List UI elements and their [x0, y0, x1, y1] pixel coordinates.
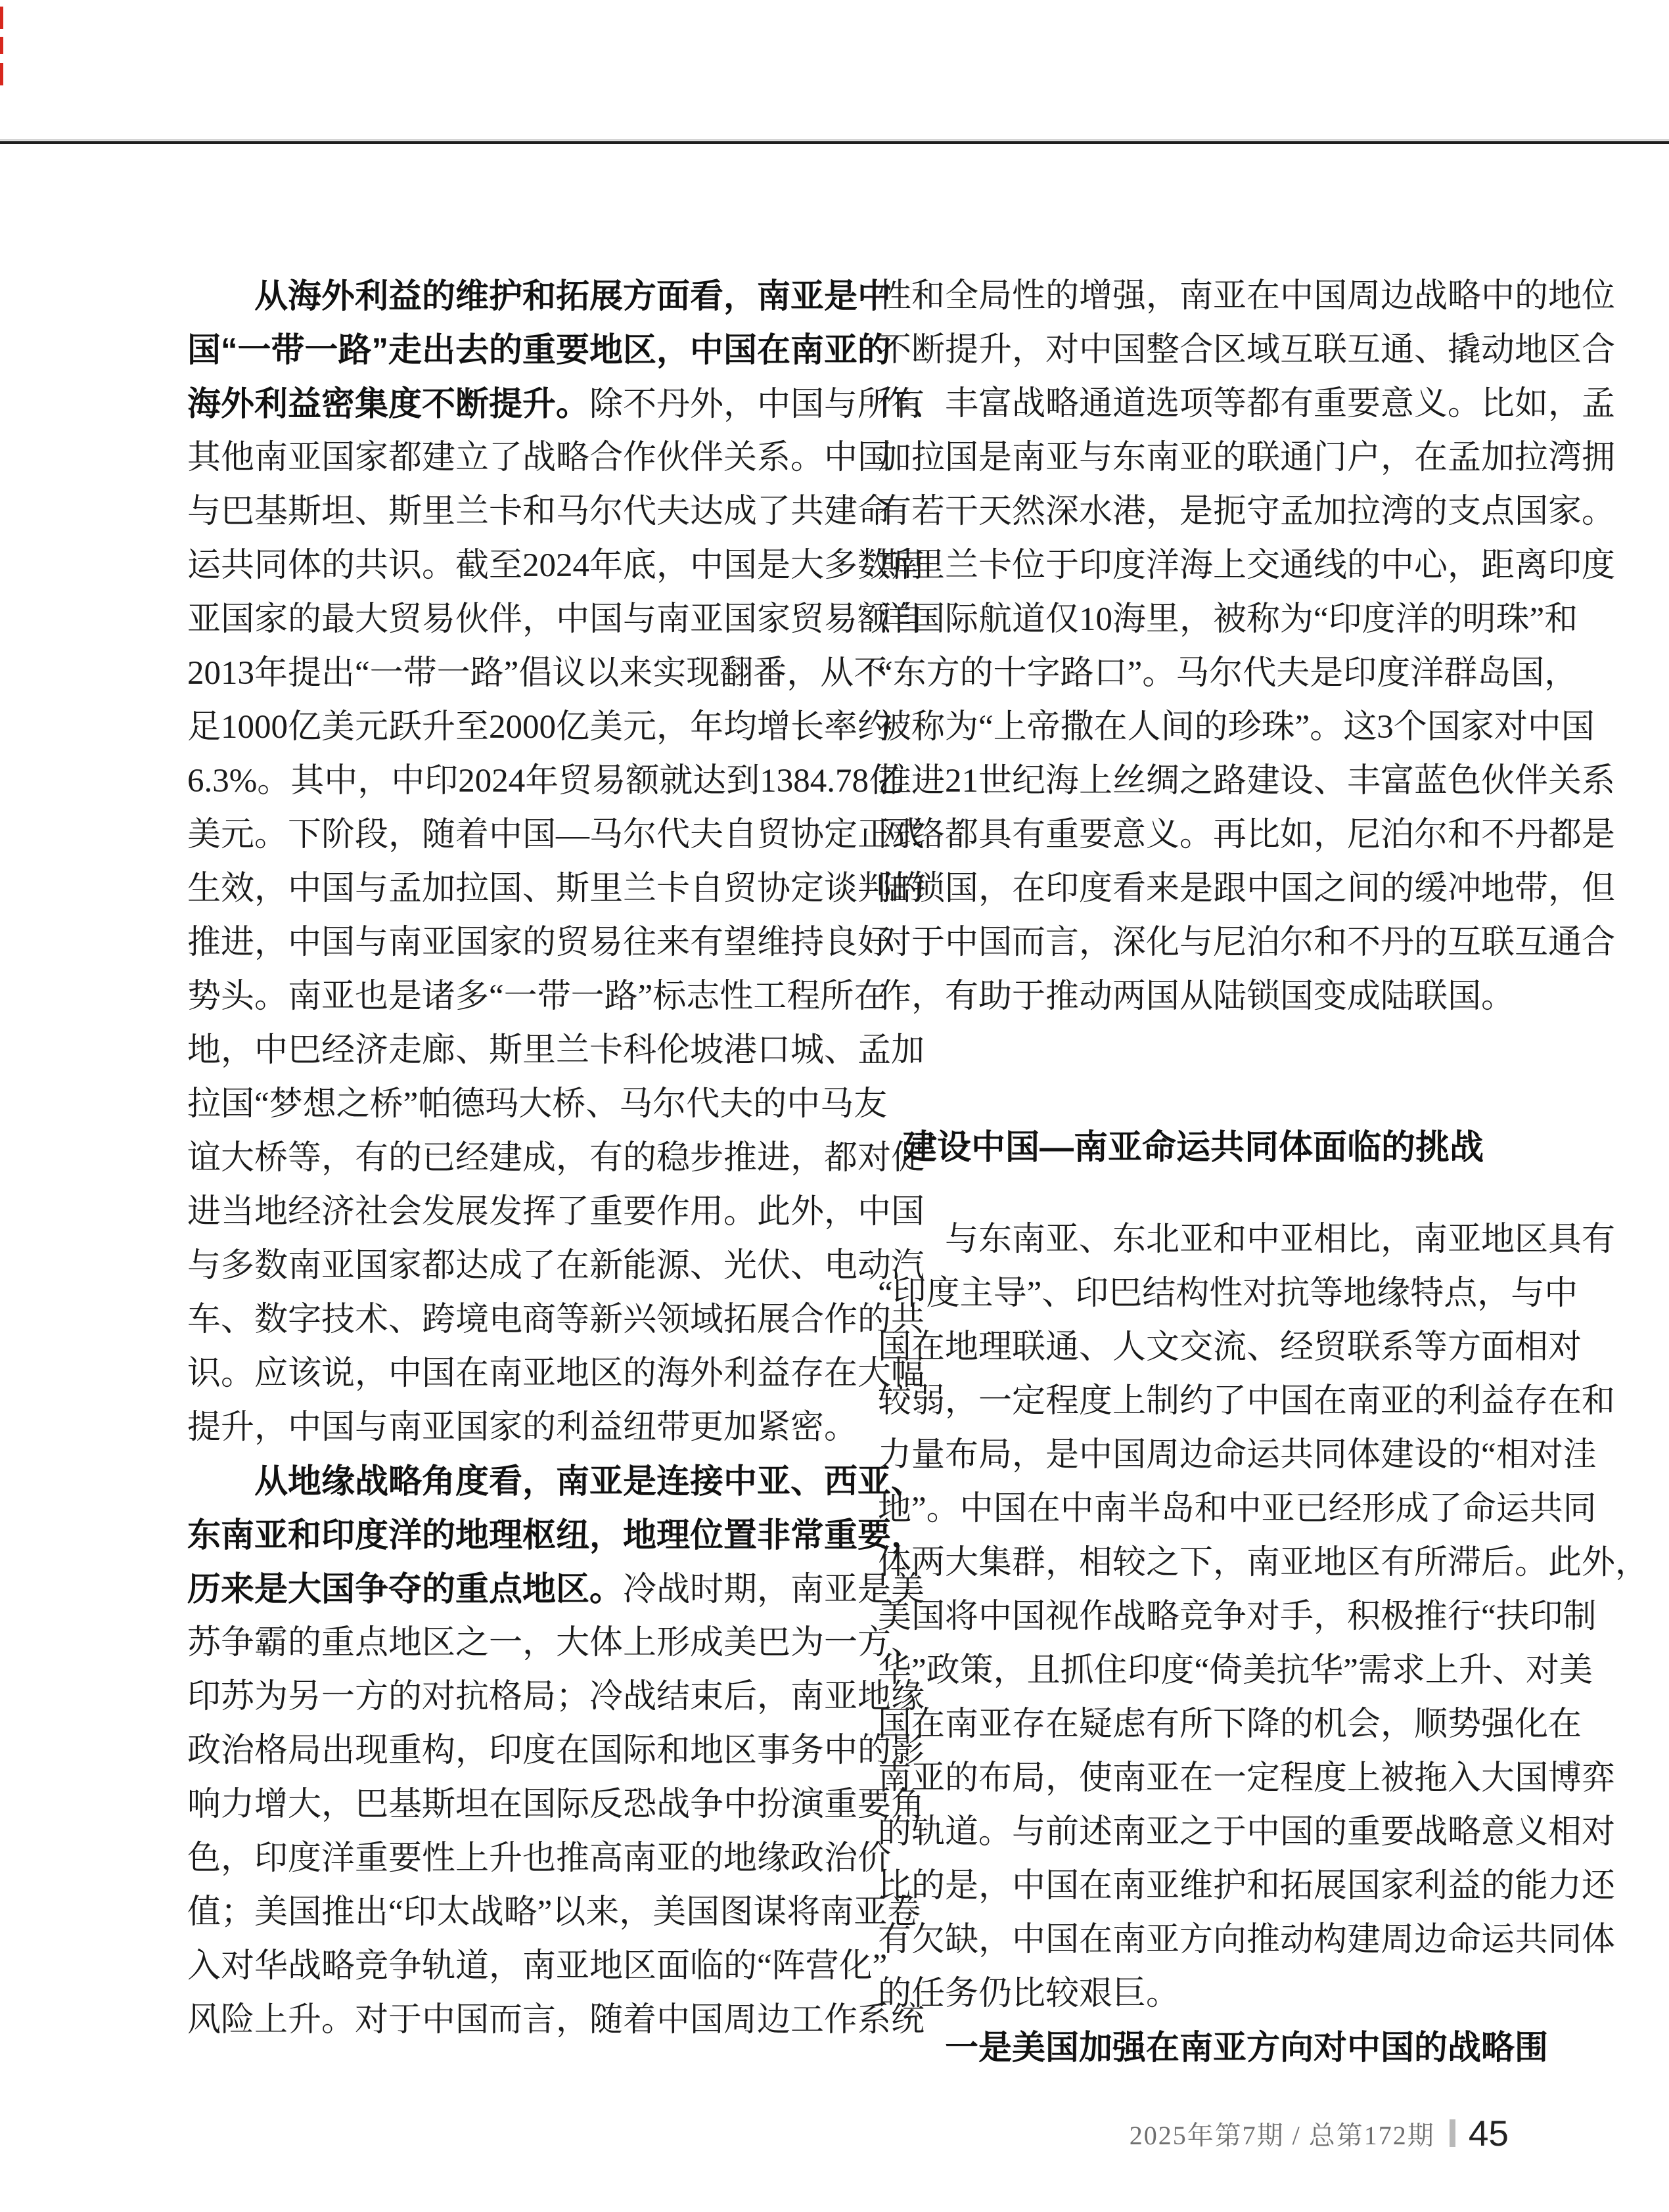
text-segment: 网络都具有重要意义。再比如，尼泊尔和不丹都是 [878, 817, 1616, 853]
text-line [187, 700, 892, 754]
text-segment: 南亚的布局，使南亚在一定程度上被拖入大国博弈 [878, 1760, 1616, 1797]
text-line [878, 593, 1578, 646]
issue-info: 2025年第7期 / 总第172期 [1129, 2120, 1435, 2150]
text-line [878, 323, 1616, 377]
text-segment: 生效，中国与孟加拉国、斯里兰卡自贸协定谈判的 [187, 870, 925, 907]
text-line [187, 1993, 925, 2047]
text-line [878, 754, 1616, 808]
bold-text-segment: 历来是大国争夺的重点地区。 [187, 1570, 624, 1608]
text-line [878, 1428, 1597, 1482]
text-line [878, 916, 1616, 970]
text-segment: 国在地理联通、人文交流、经贸联系等方面相对 [878, 1329, 1582, 1366]
text-line [187, 1347, 925, 1401]
text-line [187, 1724, 925, 1778]
spine-red-marks [0, 0, 4, 145]
text-segment: 与巴基斯坦、斯里兰卡和马尔代夫达成了共建命 [187, 493, 892, 530]
text-line [187, 1077, 888, 1131]
text-segment: 美国将中国视作战略竞争对手，积极推行“扶印制 [878, 1598, 1597, 1635]
text-line [878, 1320, 1582, 1374]
text-segment: 洋国际航道仅10海里，被称为“印度洋的明珠”和 [878, 601, 1578, 638]
text-segment: 力量布局，是中国周边命运共同体建设的“相对洼 [878, 1437, 1597, 1474]
text-segment: 美元。下阶段，随着中国—马尔代夫自贸协定正式 [187, 817, 925, 853]
text-segment: 比的是，中国在南亚维护和拓展国家利益的能力还 [878, 1868, 1616, 1905]
text-segment: 推进21世纪海上丝绸之路建设、丰富蓝色伙伴关系 [878, 763, 1616, 800]
text-line [187, 485, 892, 539]
text-segment: 推进，中国与南亚国家的贸易往来有望维持良好 [187, 924, 892, 961]
text-line [187, 1616, 925, 1670]
text-segment: 与多数南亚国家都达成了在新能源、光伏、电动汽 [187, 1248, 925, 1284]
text-segment: 性和全局性的增强，南亚在中国周边战略中的地位 [878, 278, 1616, 315]
text-column-right [878, 269, 1649, 2075]
page-footer [1130, 2114, 1509, 2152]
text-line [878, 1859, 1616, 1913]
text-segment: 响力增大，巴基斯坦在国际反恐战争中扮演重要角 [187, 1786, 925, 1823]
text-segment: 被称为“上帝撒在人间的珍珠”。这3个国家对中国 [878, 709, 1595, 746]
top-rule-light [0, 139, 1669, 141]
text-line [878, 700, 1595, 754]
text-line [878, 431, 1616, 485]
spine-red-fragment [0, 63, 3, 85]
text-segment: 不断提升，对中国整合区域互联互通、撬动地区合 [878, 332, 1616, 369]
text-line [187, 1131, 925, 1185]
text-line [878, 1644, 1593, 1698]
text-segment: 提升，中国与南亚国家的利益纽带更加紧密。 [187, 1409, 858, 1446]
text-line [878, 1913, 1616, 1967]
text-segment: 的任务仍比较艰巨。 [878, 1975, 1180, 2012]
text-segment: 有欠缺，中国在南亚方向推动构建周边命运共同体 [878, 1922, 1616, 1958]
text-line [187, 1455, 925, 1508]
text-segment: 6.3%。其中，中印2024年贸易额就达到1384.78亿 [187, 763, 902, 800]
text-line [187, 1293, 925, 1347]
text-line [878, 1374, 1616, 1428]
text-line [187, 1562, 925, 1616]
text-segment: 风险上升。对于中国而言，随着中国周边工作系统 [187, 2002, 925, 2039]
section-heading: 建设中国—南亚命运共同体面临的挑战 [902, 1129, 1484, 1167]
text-line [187, 1670, 925, 1724]
text-segment: 亚国家的最大贸易伙伴，中国与南亚国家贸易额自 [187, 601, 925, 638]
text-line [878, 1536, 1649, 1590]
text-line [187, 1401, 858, 1455]
text-line [878, 1267, 1578, 1320]
text-line [187, 431, 892, 485]
text-segment: 谊大桥等，有的已经建成，有的稳步推进，都对促 [187, 1140, 925, 1177]
spine-red-fragment [0, 37, 3, 54]
text-line [187, 1024, 925, 1077]
bold-text-segment: 从地缘战略角度看，南亚是连接中亚、西亚、 [254, 1462, 925, 1500]
text-line [187, 1885, 921, 1939]
text-segment: 作、丰富战略通道选项等都有重要意义。比如，孟 [878, 386, 1616, 422]
text-segment: 体两大集群，相较之下，南亚地区有所滞后。此外， [878, 1545, 1649, 1581]
footer-divider [1450, 2119, 1455, 2147]
text-line [187, 970, 888, 1024]
text-segment: 势头。南亚也是诸多“一带一路”标志性工程所在 [187, 978, 888, 1015]
text-line [878, 1967, 1509, 2021]
text-segment: 车、数字技术、跨境电商等新兴领域拓展合作的共 [187, 1301, 925, 1338]
text-line [187, 1508, 925, 1562]
bold-text-segment: 东南亚和印度洋的地理枢纽，地理位置非常重要， [187, 1516, 925, 1554]
text-segment: 较弱，一定程度上制约了中国在南亚的利益存在和 [878, 1383, 1616, 1420]
text-line [187, 1778, 925, 1832]
text-line [878, 1698, 1582, 1751]
text-segment: 的轨道。与前述南亚之于中国的重要战略意义相对 [878, 1814, 1616, 1851]
text-line [878, 1482, 1597, 1536]
text-segment: 进当地经济社会发展发挥了重要作用。此外，中国 [187, 1194, 925, 1230]
text-segment: 值；美国推出“印太战略”以来，美国图谋将南亚卷 [187, 1894, 921, 1931]
text-line [878, 485, 1616, 539]
text-segment: 有若干天然深水港，是扼守孟加拉湾的支点国家。 [878, 493, 1616, 530]
text-line [187, 754, 902, 808]
text-segment: 陆锁国，在印度看来是跟中国之间的缓冲地带，但 [878, 870, 1616, 907]
spine-red-fragment [0, 7, 3, 29]
text-line [187, 377, 925, 431]
text-segment: 冷战时期，南亚是美 [623, 1571, 925, 1608]
text-line [878, 1805, 1616, 1859]
text-line [878, 646, 1578, 700]
text-segment: 国在南亚存在疑虑有所下降的机会，顺势强化在 [878, 1706, 1582, 1743]
page-number: 45 [1468, 2113, 1509, 2154]
text-line [187, 1939, 888, 1993]
bold-text-segment: 海外利益密集度不断提升。 [187, 385, 590, 422]
text-line [878, 2021, 1549, 2075]
text-segment: 苏争霸的重点地区之一，大体上形成美巴为一方、 [187, 1625, 925, 1661]
text-line [187, 539, 925, 593]
text-line [878, 1213, 1616, 1267]
text-line [878, 269, 1616, 323]
text-segment: “东方的十字路口”。马尔代夫是印度洋群岛国， [878, 655, 1578, 692]
right-column-upper-paragraphs [878, 269, 1616, 1024]
text-segment: 入对华战略竞争轨道，南亚地区面临的“阵营化” [187, 1948, 888, 1985]
text-segment: 华”政策，且抓住印度“倚美抗华”需求上升、对美 [878, 1652, 1593, 1689]
text-segment: 与东南亚、东北亚和中亚相比，南亚地区具有 [945, 1221, 1616, 1258]
text-segment: 地”。中国在中南半岛和中亚已经形成了命运共同 [878, 1491, 1597, 1527]
text-line [187, 916, 892, 970]
text-line [187, 593, 925, 646]
text-segment: 运共同体的共识。截至2024年底，中国是大多数南 [187, 547, 925, 584]
text-segment: 除不丹外，中国与所有 [589, 386, 925, 423]
text-segment: 2013年提出“一带一路”倡议以来实现翻番，从不 [187, 655, 888, 692]
text-line [187, 1832, 892, 1885]
text-line [187, 808, 925, 862]
text-line [878, 1751, 1616, 1805]
text-line [878, 1590, 1597, 1644]
bold-text-segment: 国“一带一路”走出去的重要地区，中国在南亚的 [187, 331, 892, 369]
text-line [878, 539, 1616, 593]
bold-text-segment: 从海外利益的维护和拓展方面看，南亚是中 [254, 277, 892, 315]
bold-text-segment: 一是美国加强在南亚方向对中国的战略围 [945, 2029, 1549, 2066]
text-segment: 色，印度洋重要性上升也推高南亚的地缘政治价 [187, 1840, 892, 1877]
text-segment: 加拉国是南亚与东南亚的联通门户，在孟加拉湾拥 [878, 440, 1616, 476]
text-line [187, 323, 892, 377]
text-line [878, 862, 1616, 916]
text-line [187, 862, 925, 916]
text-column-left [187, 269, 925, 2047]
text-line [878, 808, 1616, 862]
text-line [187, 646, 888, 700]
text-segment: 政治格局出现重构，印度在国际和地区事务中的影 [187, 1732, 925, 1769]
text-segment: 印苏为另一方的对抗格局；冷战结束后，南亚地缘 [187, 1679, 925, 1715]
text-segment: “印度主导”、印巴结构性对抗等地缘特点，与中 [878, 1275, 1578, 1312]
text-line [187, 1185, 925, 1239]
text-segment: 足1000亿美元跃升至2000亿美元，年均增长率约 [187, 709, 892, 746]
text-segment: 拉国“梦想之桥”帕德玛大桥、马尔代夫的中马友 [187, 1086, 888, 1123]
text-segment: 对于中国而言，深化与尼泊尔和不丹的互联互通合 [878, 924, 1616, 961]
text-segment: 作，有助于推动两国从陆锁国变成陆联国。 [878, 978, 1515, 1015]
text-line [878, 377, 1616, 431]
text-line [187, 269, 892, 323]
text-segment: 斯里兰卡位于印度洋海上交通线的中心，距离印度 [878, 547, 1616, 584]
text-line [878, 970, 1515, 1024]
top-rule [0, 141, 1669, 144]
text-segment: 识。应该说，中国在南亚地区的海外利益存在大幅 [187, 1355, 925, 1392]
text-segment: 其他南亚国家都建立了战略合作伙伴关系。中国 [187, 440, 892, 476]
text-line [187, 1239, 925, 1293]
right-column-lower-paragraphs [878, 1213, 1649, 2075]
text-segment: 地，中巴经济走廊、斯里兰卡科伦坡港口城、孟加 [187, 1032, 925, 1069]
